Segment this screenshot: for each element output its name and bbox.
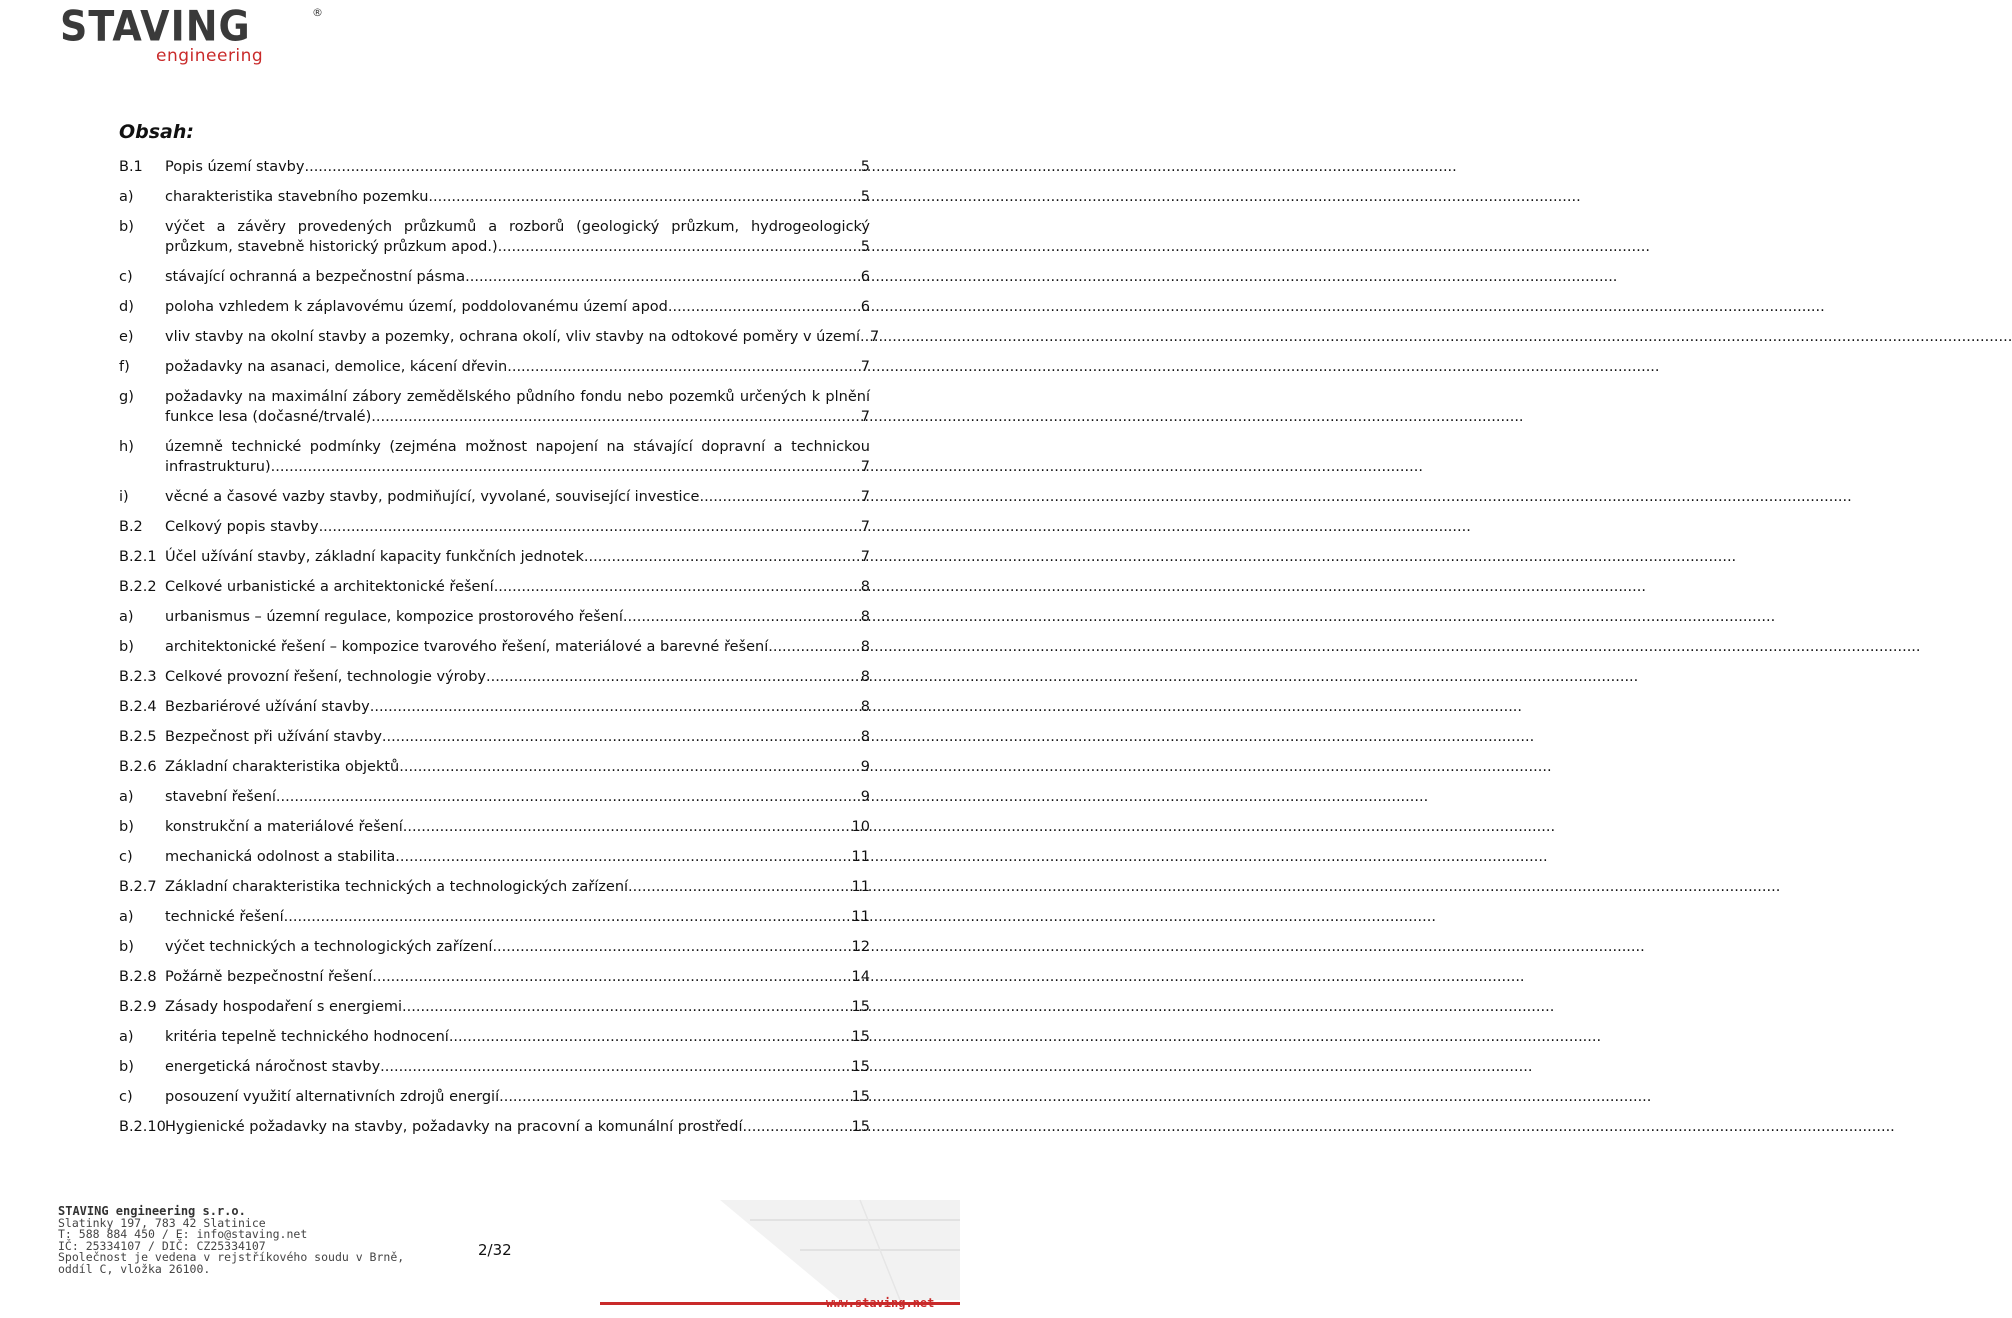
toc-entry[interactable] bbox=[119, 967, 870, 987]
toc-entry[interactable] bbox=[119, 637, 870, 657]
toc-dot-leader bbox=[395, 847, 851, 867]
company-logo bbox=[60, 1, 323, 66]
footer-company-info bbox=[58, 1206, 404, 1275]
toc-dot-leader bbox=[319, 517, 861, 537]
toc-entry-title: Celkový popis stavby bbox=[165, 519, 319, 535]
toc-entry-page: 7 bbox=[860, 459, 870, 475]
toc-entry-title: infrastrukturu) bbox=[165, 459, 271, 475]
toc-entry-page: 7 bbox=[870, 329, 880, 345]
toc-dot-leader bbox=[399, 757, 861, 777]
toc-entry[interactable] bbox=[119, 547, 870, 567]
toc-entry-page: 15 bbox=[851, 999, 870, 1015]
toc-entry-number: B.2.4 bbox=[119, 699, 157, 715]
toc-dot-leader bbox=[860, 327, 870, 347]
toc-entry-title: kritéria tepelně technického hodnocení bbox=[165, 1029, 449, 1045]
toc-entry[interactable] bbox=[119, 327, 880, 347]
toc-entry-number: B.1 bbox=[119, 159, 143, 175]
toc-entry[interactable] bbox=[119, 517, 870, 537]
toc-dot-leader bbox=[403, 817, 852, 837]
toc-entry-title: věcné a časové vazby stavby, podmiňující, vyvolané, související investice bbox=[165, 489, 700, 505]
footer-company-name: STAVING engineering s.r.o. bbox=[58, 1204, 246, 1218]
toc-entry-number: B.2.3 bbox=[119, 669, 157, 685]
toc-entry-title: Bezbariérové užívání stavby bbox=[165, 699, 370, 715]
toc-dot-leader bbox=[304, 157, 860, 177]
toc-entry[interactable] bbox=[119, 787, 870, 807]
toc-entry-page: 14 bbox=[851, 969, 870, 985]
toc-entry-title: Účel užívání stavby, základní kapacity funkčních jednotek bbox=[165, 549, 584, 565]
toc-entry[interactable] bbox=[119, 1087, 870, 1107]
toc-dot-leader bbox=[743, 1117, 852, 1137]
footer-ids: IČ: 25334107 / DIČ: CZ25334107 bbox=[58, 1238, 266, 1253]
footer-website: www.staving.net bbox=[826, 1296, 935, 1310]
toc-entry-title: stavební řešení bbox=[165, 789, 276, 805]
toc-entry[interactable] bbox=[119, 297, 870, 317]
toc-entry-title: Celkové provozní řešení, technologie výroby bbox=[165, 669, 486, 685]
toc-dot-leader bbox=[584, 547, 861, 567]
toc-entry[interactable] bbox=[119, 757, 870, 777]
toc-entry-title: mechanická odolnost a stabilita bbox=[165, 849, 396, 865]
toc-entry-number: b) bbox=[119, 819, 134, 835]
toc-entry[interactable] bbox=[119, 667, 870, 687]
toc-entry-number: B.2.2 bbox=[119, 579, 157, 595]
toc-entry[interactable] bbox=[119, 267, 870, 287]
toc-entry-page: 11 bbox=[851, 879, 870, 895]
toc-entry-title: výčet technických a technologických zařízení bbox=[165, 939, 493, 955]
toc-entry-title: Popis území stavby bbox=[165, 159, 305, 175]
toc-entry[interactable] bbox=[119, 847, 870, 867]
toc-dot-leader bbox=[284, 907, 852, 927]
toc-entry[interactable] bbox=[119, 1027, 870, 1047]
toc-entry-page: 15 bbox=[851, 1089, 870, 1105]
toc-entry-title: architektonické řešení – kompozice tvarového řešení, materiálové a barevné řešení bbox=[165, 639, 769, 655]
toc-entry[interactable] bbox=[119, 817, 870, 837]
toc-entry-title: technické řešení bbox=[165, 909, 284, 925]
toc-entry-page: 7 bbox=[860, 519, 870, 535]
toc-entry-page: 8 bbox=[860, 729, 870, 745]
toc-entry-title: Hygienické požadavky na stavby, požadavky na pracovní a komunální prostředí bbox=[165, 1119, 743, 1135]
toc-dot-leader bbox=[465, 267, 861, 287]
toc-entry-number: e) bbox=[119, 329, 134, 345]
toc-entry-number: B.2.10 bbox=[119, 1119, 166, 1135]
toc-entry-title: průzkum, stavebně historický průzkum apod.) bbox=[165, 239, 498, 255]
toc-dot-leader bbox=[271, 457, 861, 477]
toc-entry-title-line: výčet a závěry provedených průzkumů a rozborů (geologický průzkum, hydrogeologický bbox=[165, 219, 870, 235]
toc-dot-leader bbox=[380, 1057, 851, 1077]
toc-dot-leader bbox=[623, 607, 861, 627]
toc-entry-number: B.2.6 bbox=[119, 759, 157, 775]
toc-entry-page: 7 bbox=[860, 359, 870, 375]
toc-entry-number: g) bbox=[119, 389, 134, 405]
toc-entry-number: h) bbox=[119, 439, 134, 455]
toc-entry-title-line: územně technické podmínky (zejména možnost napojení na stávající dopravní a technickou bbox=[165, 439, 870, 455]
toc-entry-page: 8 bbox=[860, 639, 870, 655]
toc-dot-leader bbox=[492, 937, 851, 957]
toc-entry-page: 11 bbox=[851, 849, 870, 865]
toc-entry-number: b) bbox=[119, 939, 134, 955]
toc-entry-page: 5 bbox=[860, 159, 870, 175]
toc-dot-leader bbox=[494, 577, 861, 597]
toc-entry-page: 8 bbox=[860, 579, 870, 595]
toc-entry-title: Základní charakteristika objektů bbox=[165, 759, 400, 775]
toc-dot-leader bbox=[672, 297, 860, 317]
registered-mark: ® bbox=[312, 6, 323, 19]
toc-entry-number: b) bbox=[119, 219, 134, 235]
logo-subtitle: engineering bbox=[156, 46, 264, 66]
toc-entry-page: 7 bbox=[860, 489, 870, 505]
toc-entry-number: a) bbox=[119, 1029, 134, 1045]
toc-entry[interactable] bbox=[119, 727, 870, 747]
toc-entry-title: Požárně bezpečnostní řešení bbox=[165, 969, 373, 985]
toc-dot-leader bbox=[370, 697, 861, 717]
toc-entry[interactable] bbox=[119, 157, 870, 177]
toc-entry[interactable] bbox=[119, 1117, 870, 1137]
toc-entry-number: B.2.5 bbox=[119, 729, 157, 745]
toc-dot-leader bbox=[382, 727, 861, 747]
toc-entry-number: d) bbox=[119, 299, 134, 315]
toc-entry-title: charakteristika stavebního pozemku bbox=[165, 189, 429, 205]
toc-entry-page: 8 bbox=[860, 609, 870, 625]
toc-entry[interactable] bbox=[119, 997, 870, 1017]
toc-entry-title: požadavky na asanaci, demolice, kácení dřevin bbox=[165, 359, 508, 375]
toc-entry[interactable] bbox=[119, 577, 870, 597]
toc-entry-number: i) bbox=[119, 489, 129, 505]
toc-dot-leader bbox=[276, 787, 861, 807]
toc-entry[interactable] bbox=[119, 357, 870, 377]
toc-dot-leader bbox=[371, 407, 861, 427]
toc-entry-title: Základní charakteristika technických a technologických zařízení bbox=[165, 879, 629, 895]
toc-entry-page: 6 bbox=[860, 299, 870, 315]
toc-entry-number: a) bbox=[119, 189, 134, 205]
toc-entry-title: Celkové urbanistické a architektonické řešení bbox=[165, 579, 494, 595]
toc-entry-number: B.2.9 bbox=[119, 999, 157, 1015]
toc-entry[interactable] bbox=[119, 487, 870, 507]
toc-entry[interactable] bbox=[119, 877, 870, 897]
toc-dot-leader bbox=[507, 357, 861, 377]
toc-entry-page: 15 bbox=[851, 1059, 870, 1075]
toc-entry-title: Zásady hospodaření s energiemi bbox=[165, 999, 403, 1015]
toc-entry-title: urbanismus – územní regulace, kompozice prostorového řešení bbox=[165, 609, 623, 625]
toc-entry-number: B.2.8 bbox=[119, 969, 157, 985]
footer-address: Slatinky 197, 783 42 Slatinice bbox=[58, 1215, 266, 1230]
toc-entry-title: Bezpečnost při užívání stavby bbox=[165, 729, 382, 745]
toc-heading: Obsah: bbox=[119, 121, 195, 143]
toc-entry[interactable] bbox=[119, 387, 870, 427]
toc-entry[interactable] bbox=[119, 437, 870, 477]
toc-entry-page: 5 bbox=[860, 239, 870, 255]
toc-entry[interactable] bbox=[119, 187, 870, 207]
logo-wordmark: STAVING bbox=[60, 1, 251, 51]
toc-entry-page: 11 bbox=[851, 909, 870, 925]
footer-register-line-2: oddíl C, vložka 26100. bbox=[58, 1261, 211, 1276]
toc-entry-page: 8 bbox=[860, 669, 870, 685]
toc-entry-page: 9 bbox=[860, 789, 870, 805]
toc-entry-number: b) bbox=[119, 639, 134, 655]
toc-entry-title: posouzení využití alternativních zdrojů energií bbox=[165, 1089, 500, 1105]
toc-entry-number: c) bbox=[119, 1089, 133, 1105]
footer-contact: T: 588 884 450 / E: info@staving.net bbox=[58, 1227, 308, 1241]
toc-dot-leader bbox=[449, 1027, 852, 1047]
toc-dot-leader bbox=[428, 187, 860, 207]
toc-entry-page: 15 bbox=[851, 1029, 870, 1045]
toc-entry-title: stávající ochranná a bezpečnostní pásma bbox=[165, 269, 466, 285]
toc-entry[interactable] bbox=[119, 697, 870, 717]
toc-dot-leader bbox=[499, 1087, 851, 1107]
toc-dot-leader bbox=[372, 967, 851, 987]
toc-entry-number: a) bbox=[119, 909, 134, 925]
toc-entry-page: 12 bbox=[851, 939, 870, 955]
toc-dot-leader bbox=[768, 637, 861, 657]
page-number: 2/32 bbox=[478, 1241, 512, 1259]
toc-entry-number: a) bbox=[119, 789, 134, 805]
toc-dot-leader bbox=[498, 237, 861, 257]
toc-entry-title: poloha vzhledem k záplavovému území, poddolovanému území apod. bbox=[165, 299, 673, 315]
toc-entry[interactable] bbox=[119, 217, 870, 257]
toc-entry-title: vliv stavby na okolní stavby a pozemky, ochrana okolí, vliv stavby na odtokové poměry v území bbox=[165, 329, 861, 345]
toc-entry-number: c) bbox=[119, 849, 133, 865]
toc-entry-page: 7 bbox=[860, 409, 870, 425]
toc-entry-page: 6 bbox=[860, 269, 870, 285]
toc-entry[interactable] bbox=[119, 937, 870, 957]
toc-entry-page: 8 bbox=[860, 699, 870, 715]
toc-entry[interactable] bbox=[119, 907, 870, 927]
footer-register-line-1: Společnost je vedena v rejstříkového soudu v Brně, bbox=[58, 1250, 405, 1264]
toc-entry-page: 7 bbox=[860, 549, 870, 565]
toc-entry-number: B.2.7 bbox=[119, 879, 157, 895]
toc-entry-page: 10 bbox=[851, 819, 870, 835]
toc-dot-leader bbox=[486, 667, 861, 687]
toc-dot-leader bbox=[402, 997, 852, 1017]
toc-entry-title-line: požadavky na maximální zábory zemědělského půdního fondu nebo pozemků určených k plnění bbox=[165, 389, 870, 405]
toc-entry-page: 15 bbox=[851, 1119, 870, 1135]
toc-entry-title: energetická náročnost stavby bbox=[165, 1059, 381, 1075]
toc-entry-number: B.2.1 bbox=[119, 549, 157, 565]
toc-entry-number: f) bbox=[119, 359, 130, 375]
toc-entry-page: 9 bbox=[860, 759, 870, 775]
toc-entry[interactable] bbox=[119, 1057, 870, 1077]
toc-entry[interactable] bbox=[119, 607, 870, 627]
toc-entry-number: B.2 bbox=[119, 519, 143, 535]
toc-dot-leader bbox=[699, 487, 860, 507]
toc-entry-number: c) bbox=[119, 269, 133, 285]
toc-entry-number: b) bbox=[119, 1059, 134, 1075]
toc-entry-title: funkce lesa (dočasné/trvalé) bbox=[165, 409, 372, 425]
toc-entry-title: konstrukční a materiálové řešení bbox=[165, 819, 403, 835]
toc-entry-number: a) bbox=[119, 609, 134, 625]
toc-entry-page: 5 bbox=[860, 189, 870, 205]
toc-dot-leader bbox=[628, 877, 852, 897]
